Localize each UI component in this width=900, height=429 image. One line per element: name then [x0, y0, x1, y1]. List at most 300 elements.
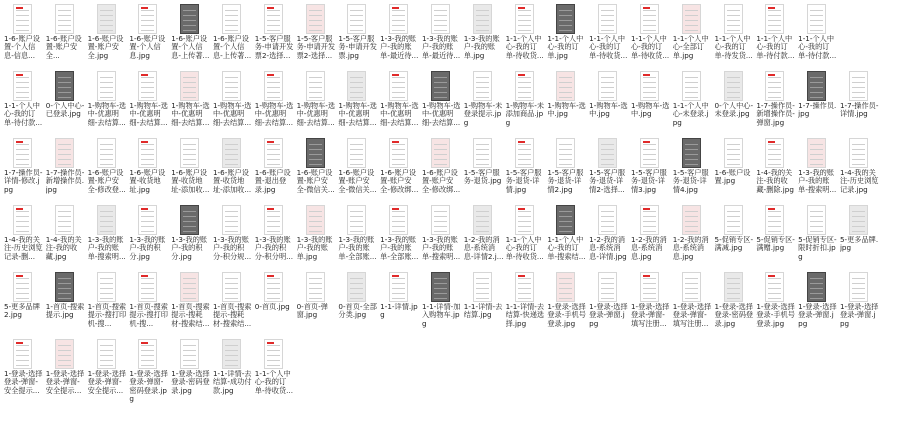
- file-name-label: 1-1-详情-去结算-成功付款.jpg: [212, 370, 252, 395]
- file-tile[interactable]: [378, 136, 420, 203]
- image-thumbnail-icon: [765, 205, 784, 235]
- file-name-label: 1-首页-搜索提示-搜打印机-搜...: [129, 303, 168, 328]
- file-tile[interactable]: [378, 69, 420, 136]
- image-thumbnail-icon: [264, 4, 283, 34]
- file-tile[interactable]: [420, 2, 462, 69]
- image-thumbnail-icon: [849, 71, 868, 101]
- file-tile[interactable]: [336, 136, 378, 203]
- file-tile[interactable]: [587, 203, 629, 270]
- file-tile[interactable]: [169, 270, 211, 337]
- file-tile[interactable]: [253, 2, 295, 69]
- file-tile[interactable]: [44, 136, 86, 203]
- file-tile[interactable]: [629, 136, 671, 203]
- file-tile[interactable]: [587, 270, 629, 337]
- file-name-label: 1-首页-搜索提示.jpg: [45, 303, 85, 320]
- file-tile[interactable]: [169, 69, 211, 136]
- image-thumbnail-icon: [765, 71, 784, 101]
- image-thumbnail-icon: [97, 339, 116, 369]
- file-tile[interactable]: [295, 69, 337, 136]
- image-thumbnail-icon: [724, 205, 743, 235]
- image-thumbnail-icon: [765, 138, 784, 168]
- image-thumbnail-icon: [640, 205, 659, 235]
- file-tile[interactable]: [713, 2, 755, 69]
- file-name-label: 1-3-我的账户-我的账单.jpg: [463, 35, 500, 60]
- file-tile[interactable]: [420, 203, 462, 270]
- file-name-label: 1-购物车-选中-优惠明细-去结算...: [87, 102, 127, 127]
- image-thumbnail-icon: [849, 272, 868, 302]
- file-tile[interactable]: [671, 69, 713, 136]
- image-thumbnail-icon: [347, 272, 366, 302]
- image-thumbnail-icon: [598, 138, 617, 168]
- image-thumbnail-icon: [598, 205, 617, 235]
- file-name-label: 0-个人中心-未登录.jpg: [714, 102, 754, 119]
- image-thumbnail-icon: [222, 4, 241, 34]
- file-tile[interactable]: [713, 270, 755, 337]
- file-name-label: 1-7-操作员-新增操作员.jpg: [45, 169, 85, 194]
- file-tile[interactable]: [211, 270, 253, 337]
- file-name-label: 1-5-客户服务-退货-详情2-选择...: [589, 169, 626, 194]
- file-tile[interactable]: [545, 2, 587, 69]
- file-tile[interactable]: [462, 203, 504, 270]
- file-name-label: 1-6-账户设置-账户安全-微信关...: [296, 169, 335, 194]
- image-thumbnail-icon: [765, 4, 784, 34]
- file-tile[interactable]: [336, 69, 378, 136]
- file-tile[interactable]: [545, 69, 587, 136]
- image-thumbnail-icon: [807, 205, 826, 235]
- file-name-label: 1-5-客户服务-退货-详情2.jpg: [547, 169, 584, 194]
- image-thumbnail-icon: [264, 272, 283, 302]
- file-tile[interactable]: [504, 136, 546, 203]
- image-thumbnail-icon: [347, 71, 366, 101]
- file-name-label: 5-更多品牌2.jpg: [4, 303, 40, 320]
- image-thumbnail-icon: [97, 138, 116, 168]
- file-tile[interactable]: [671, 2, 713, 69]
- image-thumbnail-icon: [222, 138, 241, 168]
- file-tile[interactable]: [169, 203, 211, 270]
- file-tile[interactable]: [420, 136, 462, 203]
- image-thumbnail-icon: [306, 71, 325, 101]
- file-tile[interactable]: [211, 203, 253, 270]
- file-name-label: 1-4-我的关注-我的收藏-删除.jpg: [756, 169, 794, 194]
- file-name-label: 5-促销专区-满赠.jpg: [756, 236, 795, 253]
- file-name-label: 1-3-我的账户-我的积分-积分规...: [212, 236, 252, 261]
- file-tile[interactable]: [754, 136, 796, 203]
- file-tile[interactable]: [378, 2, 420, 69]
- image-thumbnail-icon: [55, 138, 74, 168]
- file-name-label: 1-1-个人中心-我的订单-待付款...: [756, 35, 795, 60]
- image-thumbnail-icon: [598, 71, 617, 101]
- image-thumbnail-icon: [55, 272, 74, 302]
- file-tile[interactable]: [127, 270, 169, 337]
- file-name-label: 1-7-操作员-详情.jpg: [839, 102, 879, 119]
- file-name-label: 1-登录-选择登录-密码登录.jpg: [714, 303, 754, 328]
- file-tile[interactable]: [796, 69, 838, 136]
- file-tile[interactable]: [169, 337, 211, 404]
- file-tile[interactable]: [629, 2, 671, 69]
- image-thumbnail-icon: [222, 272, 241, 302]
- image-thumbnail-icon: [264, 339, 283, 369]
- file-name-label: 1-1-详情.jpg: [380, 303, 418, 320]
- file-tile[interactable]: [253, 337, 295, 404]
- image-thumbnail-icon: [306, 138, 325, 168]
- image-thumbnail-icon: [640, 4, 659, 34]
- file-name-label: 1-3-我的账户-我的账单-全部账...: [380, 236, 419, 261]
- image-thumbnail-icon: [515, 4, 534, 34]
- image-thumbnail-icon: [515, 205, 534, 235]
- file-tile[interactable]: [295, 136, 337, 203]
- file-tile[interactable]: [713, 203, 755, 270]
- image-thumbnail-icon: [138, 138, 157, 168]
- file-tile[interactable]: [420, 69, 462, 136]
- file-thumbnail-grid: [2, 2, 898, 404]
- file-tile[interactable]: [86, 69, 128, 136]
- image-thumbnail-icon: [13, 138, 32, 168]
- file-name-label: 1-4-我的关注-我的收藏.jpg: [45, 236, 82, 261]
- image-thumbnail-icon: [807, 4, 826, 34]
- file-name-label: 1-3-我的账户-我的账单-最近待...: [421, 35, 461, 60]
- file-name-label: 1-1-个人中心-我的订单.jpg: [547, 35, 584, 60]
- image-thumbnail-icon: [55, 339, 74, 369]
- image-thumbnail-icon: [473, 138, 492, 168]
- file-tile[interactable]: [44, 2, 86, 69]
- image-thumbnail-icon: [55, 71, 74, 101]
- file-tile[interactable]: [796, 136, 838, 203]
- file-name-label: 1-登录-选择登录-手机号登录.jpg: [756, 303, 795, 328]
- image-thumbnail-icon: [682, 71, 701, 101]
- file-name-label: 5-促销专区-满减.jpg: [714, 236, 754, 253]
- file-name-label: 1-3-我的账户-我的账单.jpg: [296, 236, 333, 261]
- file-tile[interactable]: [796, 270, 838, 337]
- image-thumbnail-icon: [807, 71, 826, 101]
- file-name-label: 1-2-我的消息-系统消息.jpg: [672, 236, 709, 261]
- image-thumbnail-icon: [222, 71, 241, 101]
- file-tile[interactable]: [2, 270, 44, 337]
- image-thumbnail-icon: [640, 138, 659, 168]
- file-tile[interactable]: [629, 270, 671, 337]
- image-thumbnail-icon: [598, 4, 617, 34]
- image-thumbnail-icon: [264, 71, 283, 101]
- image-thumbnail-icon: [306, 272, 325, 302]
- image-thumbnail-icon: [431, 4, 450, 34]
- file-tile[interactable]: [754, 203, 796, 270]
- image-thumbnail-icon: [138, 339, 157, 369]
- file-tile[interactable]: [671, 203, 713, 270]
- file-name-label: 1-购物车-选中-优惠明细-去结算...: [296, 102, 336, 127]
- image-thumbnail-icon: [180, 339, 199, 369]
- file-name-label: 1-2-我的消息-系统消息-详情.jpg: [589, 236, 627, 261]
- image-thumbnail-icon: [682, 205, 701, 235]
- file-tile[interactable]: [629, 69, 671, 136]
- image-thumbnail-icon: [13, 4, 32, 34]
- file-tile[interactable]: [796, 203, 838, 270]
- file-tile[interactable]: [336, 2, 378, 69]
- file-tile[interactable]: [754, 69, 796, 136]
- image-thumbnail-icon: [724, 4, 743, 34]
- file-name-label: 1-购物车-选中.jpg: [630, 102, 670, 119]
- image-thumbnail-icon: [180, 138, 199, 168]
- file-tile[interactable]: [420, 270, 462, 337]
- file-name-label: 1-6-账户设置-收货地址-添加收...: [212, 169, 252, 194]
- image-thumbnail-icon: [807, 272, 826, 302]
- file-name-label: 1-3-我的账户-我的账单-全部账...: [338, 236, 377, 261]
- file-name-label: 1-1-个人中心-我的订单-待付款...: [4, 102, 43, 127]
- image-thumbnail-icon: [347, 205, 366, 235]
- file-tile[interactable]: [838, 136, 880, 203]
- image-thumbnail-icon: [556, 205, 575, 235]
- image-thumbnail-icon: [264, 205, 283, 235]
- file-name-label: 1-购物车-未添加商品.jpg: [505, 102, 545, 127]
- file-tile[interactable]: [754, 270, 796, 337]
- file-name-label: 1-3-我的账户-我的积分.jpg: [171, 236, 208, 261]
- image-thumbnail-icon: [556, 71, 575, 101]
- file-name-label: 1-1-个人中心-未登录.jpg: [672, 102, 709, 127]
- file-name-label: 1-1-个人中心-我的订单-搜索结...: [547, 236, 586, 261]
- image-thumbnail-icon: [389, 138, 408, 168]
- file-tile[interactable]: [86, 2, 128, 69]
- file-name-label: 1-6-账户设置-个人信息-上传著...: [171, 35, 210, 60]
- file-name-label: 1-1-个人中心-我的订单-待收货...: [254, 370, 293, 395]
- image-thumbnail-icon: [640, 272, 659, 302]
- file-name-label: 1-购物车-选中-优惠明细-去结算...: [380, 102, 419, 127]
- file-name-label: 1-5-客户服务-退货.jpg: [463, 169, 502, 186]
- image-thumbnail-icon: [180, 71, 199, 101]
- file-tile[interactable]: [587, 69, 629, 136]
- file-name-label: 1-购物车-选中.jpg: [547, 102, 586, 119]
- file-tile[interactable]: [838, 203, 880, 270]
- file-name-label: 5-促销专区-限时折扣.jpg: [798, 236, 837, 261]
- file-tile[interactable]: [44, 203, 86, 270]
- file-name-label: 1-6-账户设置-个人信息-上传著...: [212, 35, 252, 60]
- file-tile[interactable]: [127, 69, 169, 136]
- file-tile[interactable]: [86, 337, 128, 404]
- file-name-label: 1-3-我的账户-我的积分.jpg: [129, 236, 166, 261]
- file-tile[interactable]: [295, 203, 337, 270]
- image-thumbnail-icon: [682, 4, 701, 34]
- file-tile[interactable]: [713, 136, 755, 203]
- file-tile[interactable]: [838, 270, 880, 337]
- file-name-label: 1-6-账户设置.jpg: [714, 169, 751, 186]
- file-tile[interactable]: [86, 136, 128, 203]
- file-tile[interactable]: [253, 69, 295, 136]
- image-thumbnail-icon: [180, 205, 199, 235]
- file-tile[interactable]: [629, 203, 671, 270]
- file-tile[interactable]: [86, 270, 128, 337]
- image-thumbnail-icon: [306, 4, 325, 34]
- file-name-label: 1-7-操作员-新增操作员-弹窗.jpg: [756, 102, 795, 127]
- file-tile[interactable]: [462, 136, 504, 203]
- file-name-label: 1-6-账户设置-账户安全-微信关...: [338, 169, 377, 194]
- file-name-label: 1-登录-选择登录-弹窗-安全提示...: [4, 370, 43, 395]
- file-name-label: 1-登录-选择登录-弹窗.jpg: [839, 303, 879, 328]
- file-name-label: 1-6-账户设置-个人信息-信息...: [4, 35, 40, 60]
- file-tile[interactable]: [2, 136, 44, 203]
- file-tile[interactable]: [462, 270, 504, 337]
- file-name-label: 1-登录-选择登录-弹窗-密码登录.jpg: [129, 370, 168, 404]
- file-tile[interactable]: [713, 69, 755, 136]
- file-name-label: 1-3-我的账户-我的账单-搜索明...: [87, 236, 126, 261]
- file-tile[interactable]: [462, 2, 504, 69]
- file-name-label: 1-6-账户设置-个人信息.jpg: [129, 35, 166, 60]
- file-tile[interactable]: [378, 203, 420, 270]
- file-tile[interactable]: [462, 69, 504, 136]
- file-name-label: 1-6-账户设置-退出登录.jpg: [254, 169, 291, 194]
- image-thumbnail-icon: [347, 138, 366, 168]
- file-name-label: 1-登录-选择登录-手机号登录.jpg: [547, 303, 586, 328]
- image-thumbnail-icon: [473, 205, 492, 235]
- image-thumbnail-icon: [13, 205, 32, 235]
- file-tile[interactable]: [504, 69, 546, 136]
- file-name-label: 1-5-客户服务-申请开发票.jpg: [338, 35, 377, 60]
- file-tile[interactable]: [253, 270, 295, 337]
- file-tile[interactable]: [211, 69, 253, 136]
- file-tile[interactable]: [253, 203, 295, 270]
- image-thumbnail-icon: [556, 272, 575, 302]
- file-name-label: 1-3-我的账户-我的积分-积分明...: [254, 236, 293, 261]
- file-name-label: 1-登录-选择登录-弹窗-安全提示...: [45, 370, 85, 395]
- file-tile[interactable]: [2, 203, 44, 270]
- file-tile[interactable]: [253, 136, 295, 203]
- file-name-label: 1-登录-选择登录-密码登录.jpg: [171, 370, 210, 395]
- file-tile[interactable]: [336, 203, 378, 270]
- image-thumbnail-icon: [807, 138, 826, 168]
- file-name-label: 1-1-个人中心-我的订单-待付款...: [798, 35, 837, 60]
- image-thumbnail-icon: [431, 205, 450, 235]
- file-tile[interactable]: [796, 2, 838, 69]
- image-thumbnail-icon: [849, 205, 868, 235]
- file-tile[interactable]: [211, 2, 253, 69]
- file-name-label: 1-7-操作员-详情-修改.jpg: [4, 169, 43, 194]
- image-thumbnail-icon: [347, 4, 366, 34]
- image-thumbnail-icon: [556, 4, 575, 34]
- image-thumbnail-icon: [724, 71, 743, 101]
- file-tile[interactable]: [295, 2, 337, 69]
- image-thumbnail-icon: [97, 205, 116, 235]
- file-name-label: 1-1-个人中心-我的订单-待发货...: [714, 35, 753, 60]
- file-name-label: 1-购物车-选中-优惠明细-去结算...: [338, 102, 377, 127]
- file-name-label: 0-首页-全部分类.jpg: [338, 303, 377, 320]
- file-name-label: 1-购物车-选中.jpg: [589, 102, 628, 119]
- file-tile[interactable]: [127, 2, 169, 69]
- file-name-label: 1-7-操作员.jpg: [798, 102, 837, 119]
- file-tile[interactable]: [545, 270, 587, 337]
- file-name-label: 1-购物车-选中-优惠明细-去结算...: [129, 102, 168, 127]
- image-thumbnail-icon: [138, 4, 157, 34]
- file-tile[interactable]: [127, 337, 169, 404]
- image-thumbnail-icon: [55, 4, 74, 34]
- file-name-label: 1-5-客户服务-退货-详情4.jpg: [672, 169, 709, 194]
- file-name-label: 5-更多品牌.jpg: [839, 236, 879, 253]
- image-thumbnail-icon: [473, 71, 492, 101]
- file-name-label: 1-6-账户设置-收货地址.jpg: [129, 169, 166, 194]
- file-tile[interactable]: [504, 2, 546, 69]
- file-tile[interactable]: [169, 2, 211, 69]
- file-tile[interactable]: [211, 337, 253, 404]
- file-name-label: 0-个人中心-已登录.jpg: [45, 102, 85, 119]
- image-thumbnail-icon: [138, 71, 157, 101]
- image-thumbnail-icon: [515, 71, 534, 101]
- file-tile[interactable]: [336, 270, 378, 337]
- file-tile[interactable]: [2, 337, 44, 404]
- file-tile[interactable]: [44, 337, 86, 404]
- file-tile[interactable]: [127, 203, 169, 270]
- file-name-label: 1-登录-选择登录-弹窗-填写注册...: [630, 303, 670, 328]
- file-tile[interactable]: [504, 203, 546, 270]
- file-tile[interactable]: [838, 69, 880, 136]
- file-tile[interactable]: [169, 136, 211, 203]
- file-name-label: 1-4-我的关注-历史浏览记录-删...: [4, 236, 43, 261]
- file-name-label: 1-1-详情-加入购物车.jpg: [421, 303, 461, 328]
- file-name-label: 1-6-账户设置-账户安全.jpg: [87, 35, 124, 60]
- file-name-label: 1-5-客户服务-退货-详情.jpg: [505, 169, 542, 194]
- file-tile[interactable]: [44, 270, 86, 337]
- file-tile[interactable]: [295, 270, 337, 337]
- file-name-label: 1-3-我的账户-我的账单-最近待...: [380, 35, 419, 60]
- file-tile[interactable]: [2, 69, 44, 136]
- image-thumbnail-icon: [682, 138, 701, 168]
- image-thumbnail-icon: [431, 138, 450, 168]
- image-thumbnail-icon: [473, 272, 492, 302]
- image-thumbnail-icon: [473, 4, 492, 34]
- file-tile[interactable]: [2, 2, 44, 69]
- file-tile[interactable]: [587, 136, 629, 203]
- image-thumbnail-icon: [97, 4, 116, 34]
- file-name-label: 1-1-详情-去结算.jpg: [463, 303, 503, 320]
- file-name-label: 1-4-我的关注-历史浏览记录.jpg: [839, 169, 879, 194]
- image-thumbnail-icon: [97, 71, 116, 101]
- image-thumbnail-icon: [222, 339, 241, 369]
- file-name-label: 1-6-账户设置-账户安全-修改登...: [87, 169, 126, 194]
- file-tile[interactable]: [44, 69, 86, 136]
- file-tile[interactable]: [754, 2, 796, 69]
- image-thumbnail-icon: [515, 138, 534, 168]
- file-name-label: 1-5-客户服务-申请开发票2-选择...: [254, 35, 294, 60]
- image-thumbnail-icon: [55, 205, 74, 235]
- file-tile[interactable]: [86, 203, 128, 270]
- file-name-label: 1-登录-选择登录-弹窗-填写注册...: [672, 303, 712, 328]
- image-thumbnail-icon: [389, 272, 408, 302]
- file-name-label: 1-3-我的账户-我的账单-搜索明...: [421, 236, 461, 261]
- file-tile[interactable]: [671, 270, 713, 337]
- file-name-label: 1-6-账户设置-账户安全...: [45, 35, 82, 60]
- image-thumbnail-icon: [724, 138, 743, 168]
- image-thumbnail-icon: [138, 205, 157, 235]
- file-name-label: 1-1-个人中心-我的订单-待收货...: [505, 35, 544, 60]
- file-name-label: 1-6-账户设置-账户安全-修改绑...: [380, 169, 419, 194]
- image-thumbnail-icon: [389, 4, 408, 34]
- file-name-label: 1-1-个人中心-我的订单-待收货...: [630, 35, 670, 60]
- file-tile[interactable]: [838, 2, 880, 69]
- file-name-label: 1-6-账户设置-账户安全-修改绑...: [421, 169, 461, 194]
- file-name-label: 1-购物车-未登录提示.jpg: [463, 102, 503, 127]
- file-tile[interactable]: [504, 270, 546, 337]
- file-tile[interactable]: [127, 136, 169, 203]
- file-name-label: 1-1-个人中心-我的订单-待收货...: [589, 35, 628, 60]
- file-tile[interactable]: [545, 136, 587, 203]
- file-name-label: 0-首页.jpg: [254, 303, 290, 311]
- file-tile[interactable]: [671, 136, 713, 203]
- file-name-label: 1-首页-搜索提示-搜耗材-搜索结...: [212, 303, 252, 328]
- file-tile[interactable]: [545, 203, 587, 270]
- image-thumbnail-icon: [389, 205, 408, 235]
- file-name-label: 1-登录-选择登录-弹窗.jpg: [589, 303, 628, 328]
- image-thumbnail-icon: [598, 272, 617, 302]
- file-name-label: 1-1-个人中心-我的订单-待收货...: [505, 236, 544, 261]
- image-thumbnail-icon: [640, 71, 659, 101]
- file-tile[interactable]: [587, 2, 629, 69]
- image-thumbnail-icon: [13, 272, 32, 302]
- file-tile[interactable]: [378, 270, 420, 337]
- file-tile[interactable]: [211, 136, 253, 203]
